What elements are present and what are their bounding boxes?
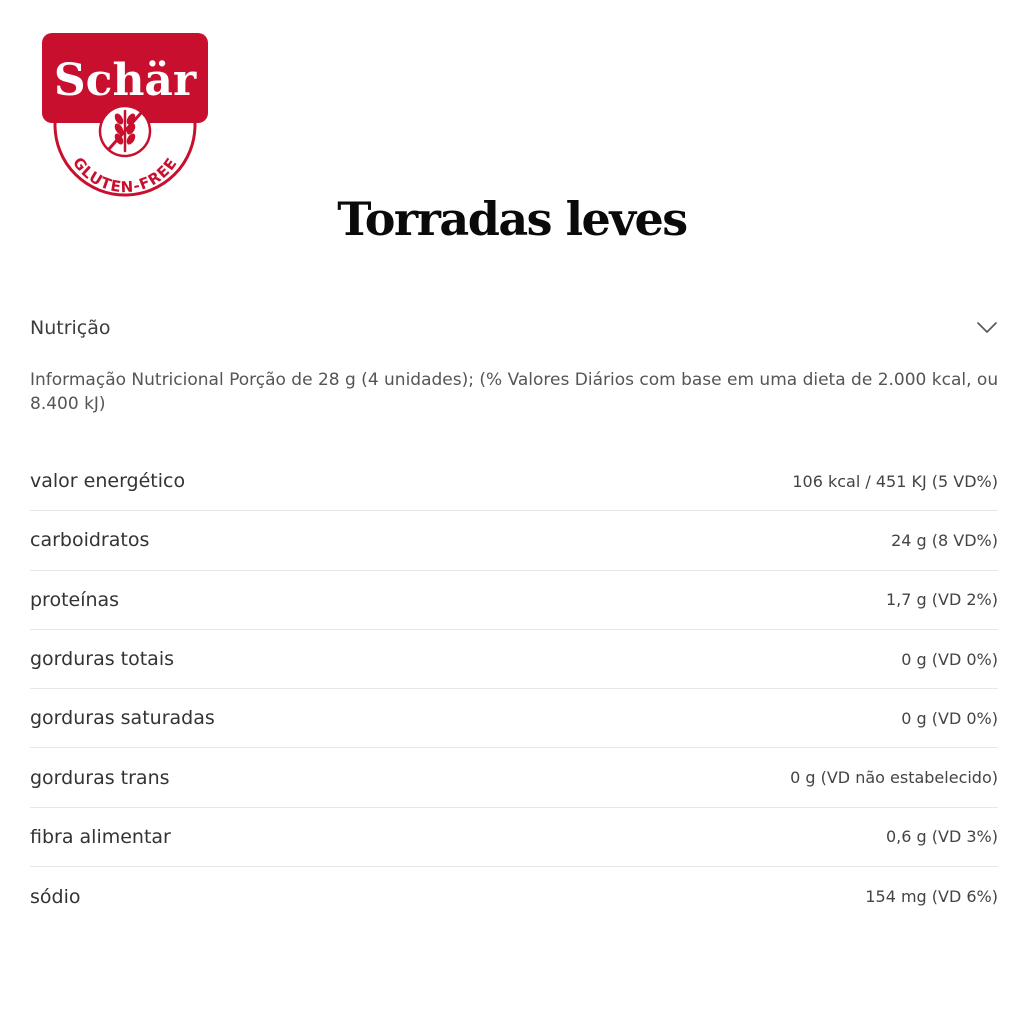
nutrient-name: proteínas bbox=[30, 588, 120, 611]
section-title: Nutrição bbox=[30, 317, 111, 339]
nutrient-value: 0 g (VD não estabelecido) bbox=[790, 768, 998, 788]
table-row bbox=[30, 511, 998, 570]
table-row bbox=[30, 452, 998, 511]
table-row bbox=[30, 689, 998, 748]
nutrient-name: carboidratos bbox=[30, 529, 150, 552]
nutrition-table bbox=[30, 452, 998, 926]
table-row bbox=[30, 808, 998, 867]
nutrient-name: sódio bbox=[30, 885, 81, 908]
nutrient-name: fibra alimentar bbox=[30, 825, 171, 848]
product-title: Torradas leves bbox=[337, 192, 687, 246]
brand-name: Schär bbox=[53, 55, 197, 106]
nutrition-section-toggle[interactable] bbox=[30, 308, 998, 348]
nutrient-name: gorduras trans bbox=[30, 766, 170, 789]
nutrient-value: 0 g (VD 0%) bbox=[901, 708, 998, 728]
table-row bbox=[30, 867, 998, 926]
nutrient-name: gorduras saturadas bbox=[30, 707, 215, 730]
nutrient-name: valor energético bbox=[30, 470, 186, 493]
nutrient-value: 24 g (8 VD%) bbox=[891, 530, 998, 550]
nutrient-value: 1,7 g (VD 2%) bbox=[886, 590, 998, 610]
brand-logo bbox=[42, 33, 208, 201]
table-row bbox=[30, 630, 998, 689]
crossed-wheat-icon bbox=[100, 106, 150, 156]
table-row bbox=[30, 571, 998, 630]
nutrient-value: 0,6 g (VD 3%) bbox=[886, 827, 998, 847]
nutrition-intro: Informação Nutricional Porção de 28 g (4 unidades); (% Valores Diários com base em uma dieta de 2.000 kcal, ou 8.400 kJ) bbox=[30, 370, 999, 414]
table-row bbox=[30, 748, 998, 807]
nutrient-value: 154 mg (VD 6%) bbox=[865, 887, 998, 907]
nutrient-name: gorduras totais bbox=[30, 648, 175, 671]
nutrient-value: 106 kcal / 451 KJ (5 VD%) bbox=[792, 471, 998, 491]
brand-tagline: GLUTEN-FREE bbox=[69, 153, 181, 197]
nutrient-value: 0 g (VD 0%) bbox=[901, 649, 998, 669]
chevron-down-icon[interactable] bbox=[976, 321, 998, 335]
